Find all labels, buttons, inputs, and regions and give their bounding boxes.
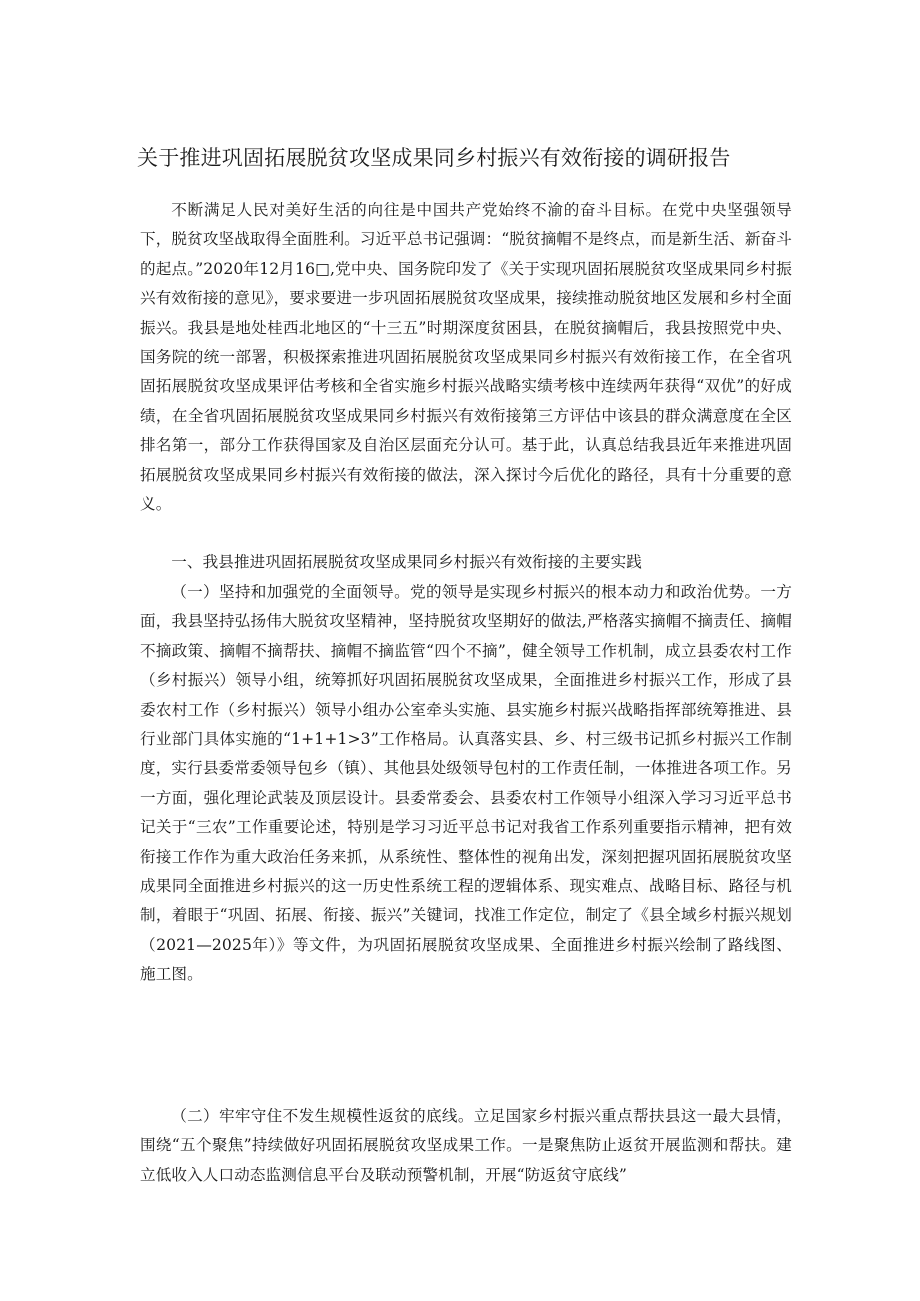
body-paragraph-1-container: [140, 196, 792, 519]
body-paragraph-leadership: （一）坚持和加强党的全面领导。党的领导是实现乡村振兴的根本动力和政治优势。一方面，我县坚持弘扬伟大脱贫攻坚精神，坚持脱贫攻坚期好的做法,严格落实摘帽不摘责任、摘帽不摘政策、摘帽不摘帮扶、摘帽不摘监管“四个不摘”，健全领导工作机制，成立县委农村工作（乡村振兴）领导小组，统筹抓好巩固拓展脱贫攻坚成果，全面推进乡村振兴工作，形成了县委农村工作（乡村振兴）领导小组办公室牵头实施、县实施乡村振兴战略指挥部统筹推进、县行业部门具体实施的“1+1+1>3”工作格局。认真落实县、乡、村三级书记抓乡村振兴工作制度，实行县委常委领导包乡（镇）、其他县处级领导包村的工作责任制，一体推进各项工作。另一方面，强化理论武装及顶层设计。县委常委会、县委农村工作领导小组深入学习习近平总书记关于“三农”工作重要论述，特别是学习习近平总书记对我省工作系列重要指示精神，把有效衔接工作作为重大政治任务来抓，从系统性、整体性的视角出发，深刻把握巩固拓展脱贫攻坚成果同全面推进乡村振兴的这一历史性系统工程的逻辑体系、现实难点、战略目标、路径与机制，着眼于“巩固、拓展、衔接、振兴”关键词，找准工作定位，制定了《县全域乡村振兴规划（2021—2025年）》等文件，为巩固拓展脱贫攻坚成果、全面推进乡村振兴绘制了路线图、施工图。: [140, 583, 792, 984]
document-title: 关于推进巩固拓展脱贫攻坚成果同乡村振兴有效衔接的调研报告: [137, 146, 731, 170]
section-heading-container: [140, 548, 792, 577]
body-paragraph-3-container: [140, 1102, 792, 1190]
body-paragraph-poverty-bottomline: （二）牢牢守住不发生规模性返贫的底线。立足国家乡村振兴重点帮扶县这一最大县情，围绕“五个聚焦”持续做好巩固拓展脱贫攻坚成果工作。一是聚焦防止返贫开展监测和帮扶。建立低收入人口动态监测信息平台及联动预警机制，开展“防返贫守底线”: [140, 1107, 792, 1184]
section-heading-1: 一、我县推进巩固拓展脱贫攻坚成果同乡村振兴有效衔接的主要实践: [171, 553, 643, 571]
body-paragraph-intro: 不断满足人民对美好生活的向往是中国共产党始终不渝的奋斗目标。在党中央坚强领导下，脱贫攻坚战取得全面胜利。习近平总书记强调：“脱贫摘帽不是终点，而是新生活、新奋斗的起点。”2020年12月16□,党中央、国务院印发了《关于实现巩固拓展脱贫攻坚成果同乡村振兴有效衔接的意见》，要求要进一步巩固拓展脱贫攻坚成果，接续推动脱贫地区发展和乡村全面振兴。我县是地处桂西北地区的“十三五”时期深度贫困县，在脱贫摘帽后，我县按照党中央、国务院的统一部署，积极探索推进巩固拓展脱贫攻坚成果同乡村振兴有效衔接工作，在全省巩固拓展脱贫攻坚成果评估考核和全省实施乡村振兴战略实绩考核中连续两年获得“双优”的好成绩，在全省巩固拓展脱贫攻坚成果同乡村振兴有效衔接第三方评估中该县的群众满意度在全区排名第一，部分工作获得国家及自治区层面充分认可。基于此，认真总结我县近年来推进巩固拓展脱贫攻坚成果同乡村振兴有效衔接的做法，深入探讨今后优化的路径，具有十分重要的意义。: [140, 201, 792, 514]
body-paragraph-2-container: [140, 578, 792, 990]
